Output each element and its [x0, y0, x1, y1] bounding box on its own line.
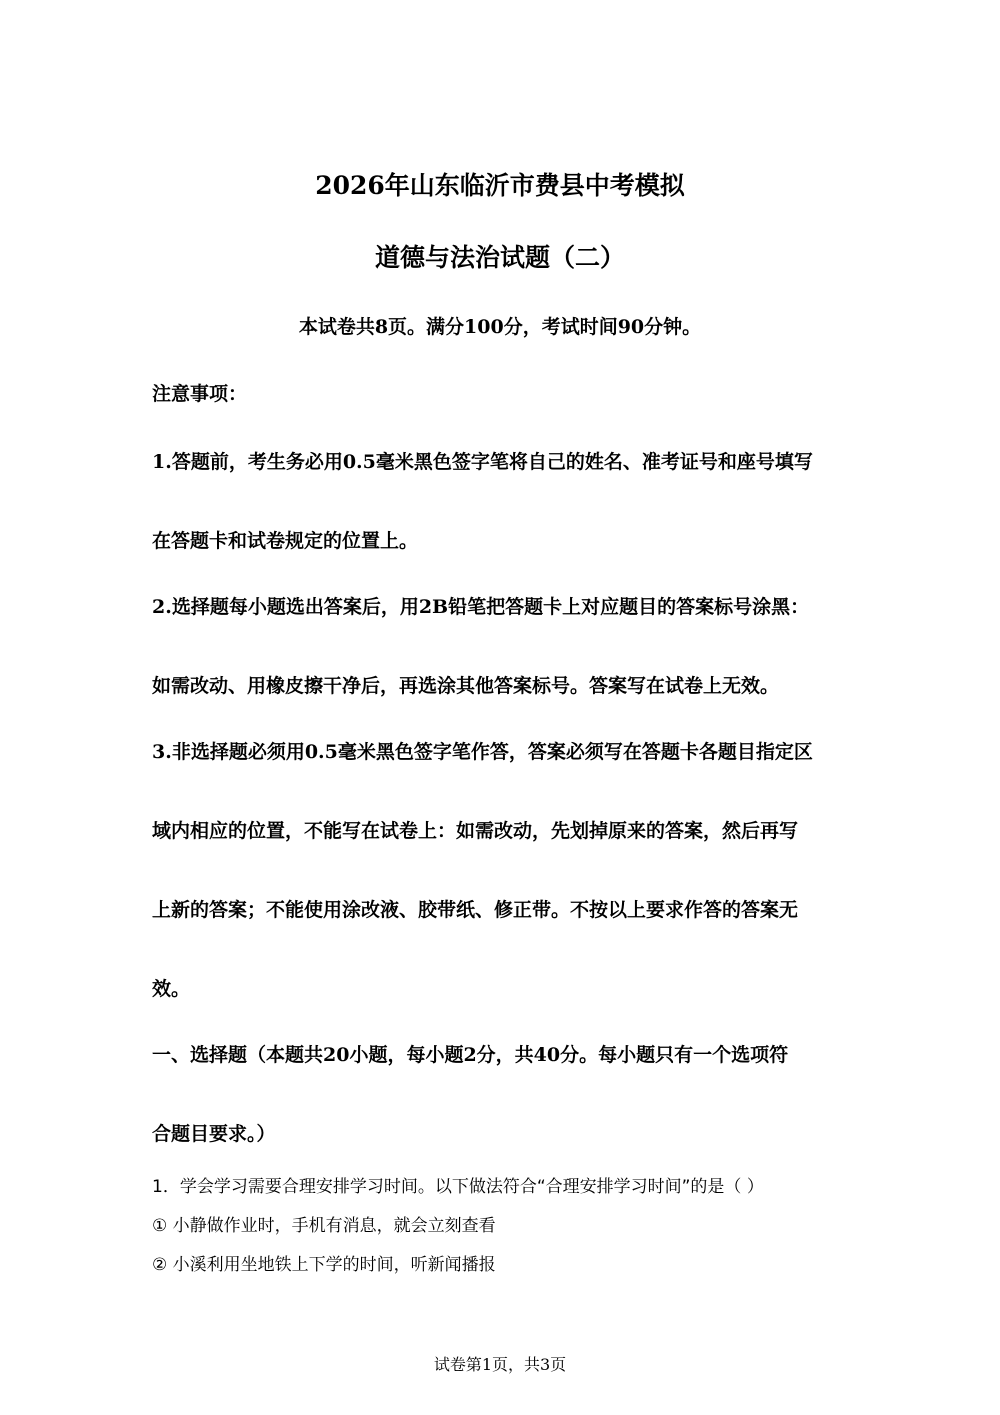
- section-heading-line-2: 合题目要求。）: [152, 1123, 276, 1145]
- exam-info: 本试卷共8页。满分100分，考试时间90分钟。: [298, 316, 702, 338]
- page-footer: 试卷第1页，共3页: [433, 1355, 567, 1374]
- notice-line-1: 1.答题前，考生务必用0.5毫米黑色签字笔将自己的姓名、准考证号和座号填写: [152, 451, 813, 473]
- notice-heading: 注意事项：: [152, 383, 248, 405]
- notice-line-8: 效。: [152, 978, 191, 1000]
- question-1-stem: 1．学会学习需要合理安排学习时间。以下做法符合“合理安排学习时间”的是（ ）: [152, 1177, 764, 1197]
- notice-line-5: 3.非选择题必须用0.5毫米黑色签字笔作答，答案必须写在答题卡各题目指定区: [152, 741, 813, 763]
- exam-title: 2026年山东临沂市费县中考模拟: [315, 171, 685, 200]
- notice-line-3: 2.选择题每小题选出答案后，用2B铅笔把答题卡上对应题目的答案标号涂黑：: [152, 596, 810, 618]
- notice-line-7: 上新的答案；不能使用涂改液、胶带纸、修正带。不按以上要求作答的答案无: [152, 899, 799, 921]
- section-heading-line-1: 一、选择题（本题共20小题，每小题2分，共40分。每小题只有一个选项符: [152, 1044, 789, 1066]
- notice-line-4: 如需改动、用橡皮擦干净后，再选涂其他答案标号。答案写在试卷上无效。: [152, 675, 780, 697]
- notice-line-2: 在答题卡和试卷规定的位置上。: [152, 530, 419, 552]
- notice-line-6: 域内相应的位置，不能写在试卷上：如需改动，先划掉原来的答案，然后再写: [152, 820, 799, 842]
- question-1-option-2: ② 小溪利用坐地铁上下学的时间，听新闻播报: [152, 1255, 496, 1275]
- question-1-option-1: ① 小静做作业时，手机有消息，就会立刻查看: [152, 1216, 496, 1236]
- exam-subtitle: 道德与法治试题（二）: [374, 243, 625, 272]
